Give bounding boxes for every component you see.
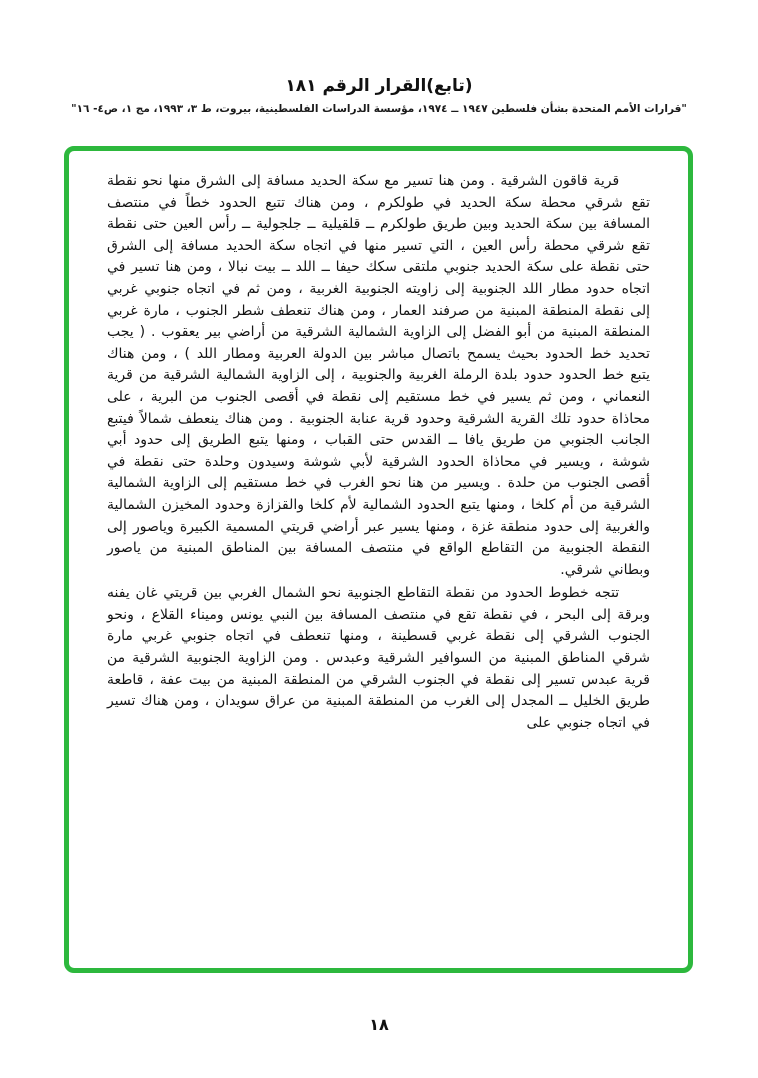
page-header xyxy=(0,76,758,115)
text-frame xyxy=(64,146,693,973)
boundary-paragraph-1: قرية قاقون الشرقية . ومن هنا تسير مع سكة الحديد مسافة إلى الشرق منها نحو نقطة تقع شرقي محطة سكة الحديد في طولكرم ، ومن هناك تتبع الحدود خطاً في منتصف المسافة بين سكة الحديد وبين طريق طولكرم ــ قلقيلية ــ جلجولية ــ رأس العين حتى نقطة تقع شرقي محطة رأس العين ، التي تسير منها في اتجاه سكة الحديد مسافة إلى الشرق حتى نقطة على سكة الحديد جنوبي ملتقى سكك حيفا ــ اللد ــ بيت نبالا ، ومن هنا تسير في اتجاه حدود مطار اللد الجنوبية إلى زاويته الجنوبية الغربية ، ومن ثم في اتجاه جنوبي غربي إلى نقطة المنطقة المبنية من صرفند العمار ، ومن هناك تنعطف شطر الجنوب ، مارة غربي المنطقة المبنية من أبو الفضل إلى الزاوية الشمالية الشرقية من أراضي بير يعقوب . ( يجب تحديد خط الحدود بحيث يسمح باتصال مباشر بين الدولة العربية ومطار اللد ) ، ومن هناك يتبع خط الحدود حدود بلدة الرملة الغربية والجنوبية ، إلى الزاوية الشمالية الشرقية من قرية النعماني ، ومن ثم يسير في خط مستقيم إلى نقطة في أقصى الجنوب من البرية ، على محاذاة حدود تلك القرية الشرقية وحدود قرية عنابة الجنوبية . ومن هناك ينعطف شمالاً فيتبع الجانب الجنوبي من طريق يافا ــ القدس حتى القباب ، ومنها يتبع الطريق إلى حدود أبي شوشة ، ويسير في محاذاة الحدود الشرقية لأبي شوشة وسيدون وحلدة حتى نقطة في أقصى الجنوب من حلدة . ويسير من هنا نحو الغرب في خط مستقيم إلى الزاوية الشمالية الشرقية من أم كلخا ، ومنها يتبع الحدود الشمالية لأم كلخا والقزازة وحدود المخيزن الشمالية والغربية إلى حدود منطقة غزة ، ومنها يسير عبر أراضي قريتي المسمية الكبيرة وياصور إلى النقطة الجنوبية من التقاطع الواقع في منتصف المسافة بين المناطق المبنية من ياصور وبطاني شرقي. xyxy=(107,173,650,578)
page-number: ١٨ xyxy=(369,1015,389,1034)
boundary-paragraph-2: تتجه خطوط الحدود من نقطة التقاطع الجنوبية نحو الشمال الغربي بين قريتي غان يفنه وبرقة إلى البحر ، في نقطة تقع في منتصف المسافة بين النبي يونس وميناء القلاع ، ونحو الجنوب الشرقي إلى نقطة غربي قسطينة ، ومنها تنعطف في اتجاه جنوبي غربي مارة شرقي المناطق المبنية من السوافير الشرقية وعبدس . ومن الزاوية الجنوبية الشرقية من قرية عبدس تسير إلى نقطة في الجنوب الشرقي من المنطقة المبنية من بيت عفة ، قاطعة طريق الخليل ــ المجدل إلى الغرب من المنطقة المبنية من عراق سويدان ، ومن هناك تسير في اتجاه جنوبي على xyxy=(107,585,650,731)
source-citation: "قرارات الأمم المتحدة بشأن فلسطين ١٩٤٧ ــ ١٩٧٤، مؤسسة الدراسات الفلسطينية، بيروت، ط ٣، ١٩٩٣، مج ١، ص٤- ١٦" xyxy=(71,103,687,115)
page-footer xyxy=(0,1015,758,1034)
page-title: (تابع)القرار الرقم ١٨١ xyxy=(285,76,473,96)
